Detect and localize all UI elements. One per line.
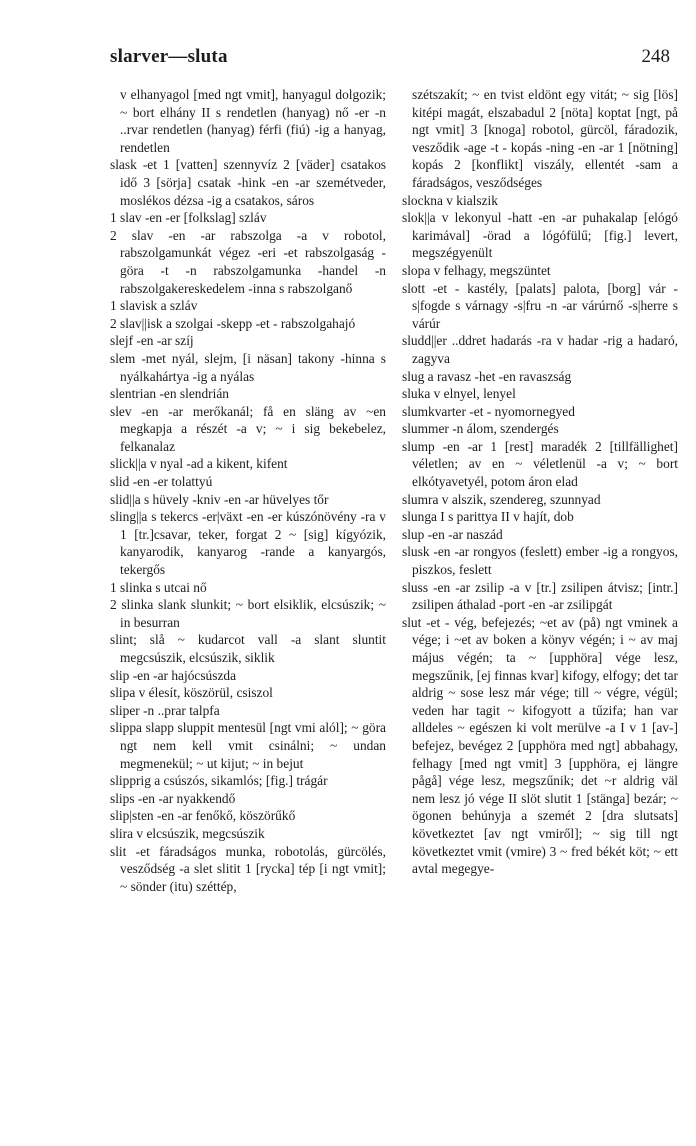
dictionary-entry: slummer -n álom, szendergés — [402, 421, 559, 437]
dictionary-entry: slumkvarter -et - nyomornegyed — [402, 403, 575, 419]
dictionary-entry: slentrian -en slendrián — [110, 386, 229, 402]
dictionary-entry: slok||a v lekonyul -hatt -en -ar puhakalap [elógó karimával] -örad a lógófülű; [fig.] levert, megszégyenült — [402, 210, 678, 261]
dictionary-entry: slunga I s parittya II v hajít, dob — [402, 509, 574, 525]
page-header — [110, 46, 670, 76]
dictionary-entry: sludd||er ..ddret hadarás -ra v hadar -rig a hadaró, zagyva — [402, 333, 678, 366]
dictionary-entry: slid||a s hüvely -kniv -en -ar hüvelyes tőr — [110, 491, 329, 507]
dictionary-entry: slusk -en -ar rongyos (feslett) ember -ig a rongyos, piszkos, feslett — [402, 544, 678, 578]
dictionary-entry: 1 slinka s utcai nő — [110, 579, 207, 595]
dictionary-entry: slip|sten -en -ar fenőkő, köszörűkő — [110, 808, 296, 824]
dictionary-entry: slott -et - kastély, [palats] palota, [borg] vár -s|fogde s várnagy -s|fru -n -ar várúrnő -s|herre s várúr — [402, 280, 678, 331]
dictionary-entry: slit -et fáradságos munka, robotolás, gürcölés, vesződség -a slet slitit 1 [rycka] tép [i ngt vmit]; ~ sönder (itu) széttép, — [110, 843, 386, 894]
dictionary-entry: 2 slav||isk a szolgai -skepp -et - rabszolgahajó — [110, 315, 356, 331]
dictionary-entry: slid -en -er tolattyú — [110, 474, 213, 490]
dictionary-entry: sling||a s tekercs -er|växt -en -er kúszónövény -ra v 1 [tr.]csavar, teker, forgat 2 ~ [sig] kígyózik, kanyarodik, kanyarog -rande a kanyargós, tekergős — [110, 509, 386, 578]
right-column — [402, 86, 678, 878]
dictionary-entry: 1 slavisk a szláv — [110, 298, 198, 314]
dictionary-entry: slug a ravasz -het -en ravaszság — [402, 368, 572, 384]
dictionary-entry: sluss -en -ar zsilip -a v [tr.] zsilipen átvisz; [intr.] zsilipen áthalad -port -en -ar zsilipgát — [402, 579, 678, 613]
left-column — [110, 86, 386, 895]
dictionary-entry: slippa slapp sluppit mentesül [ngt vmi alól]; ~ göra ngt nem kell vmit csinálni; ~ undan megmenekül; ~ ut kijut; ~ in bejut — [110, 720, 386, 771]
dictionary-entry: slick||a v nyal -ad a kikent, kifent — [110, 456, 288, 472]
dictionary-entry: slup -en -ar naszád — [402, 526, 503, 542]
dictionary-entry: sluka v elnyel, lenyel — [402, 386, 516, 402]
dictionary-entry: szétszakít; ~ en tvist eldönt egy vitát; ~ sig [lös] kitépi magát, elszabadul 2 [nöta] koptat [ngt, på ngt vmit] 3 [knoga] robotol, gürcöl, fáradozik, vesződik -age -t - kopás -ning -en -ar 1 [nötning] kopás 2 [konflikt] viszály, ellentét -sam a fáradságos, vesződséges — [412, 87, 678, 190]
page-number: 248 — [641, 46, 670, 67]
dictionary-entry: slask -et 1 [vatten] szennyvíz 2 [väder] csatakos idő 3 [sörja] csatak -hink -en -ar szemétveder, moslékos dézsa -ig a csatakos, sáros — [110, 157, 386, 208]
dictionary-entry: 2 slav -en -ar rabszolga -a v robotol, rabszolgamunkát végez -eri -et rabszolgaság -göra -t -n rabszolgamunka -handel -n rabszolgakereskedelem -inna s rabszolganő — [110, 227, 386, 296]
dictionary-entry: slump -en -ar 1 [rest] maradék 2 [tillfällighet] véletlen; av en ~ véletlenül -a v; ~ bort elkótyavetyél, potom áron elad — [402, 438, 678, 490]
dictionary-entry: 1 slav -en -er [folkslag] szláv — [110, 210, 267, 226]
dictionary-entry: slip -en -ar hajócsúszda — [110, 667, 237, 683]
dictionary-entry: 2 slinka slank slunkit; ~ bort elsiklik, elcsúszik; ~ in besurran — [110, 597, 386, 630]
dictionary-entry: slockna v kialszik — [402, 192, 498, 208]
dictionary-entry: slips -en -ar nyakkendő — [110, 790, 236, 806]
dictionary-entry: slev -en -ar merőkanál; få en släng av ~en megkapja a részét -a v; ~ i sig bekebelez, felkanalaz — [110, 403, 386, 454]
dictionary-entry: slem -met nyál, slejm, [i näsan] takony -hinna s nyálkahártya -ig a nyálas — [110, 350, 386, 384]
dictionary-entry: slira v elcsúszik, megcsúszik — [110, 825, 265, 841]
dictionary-entry: slopa v felhagy, megszüntet — [402, 262, 551, 278]
dictionary-entry: slipa v élesít, köszörül, csiszol — [110, 685, 273, 701]
dictionary-entry: v elhanyagol [med ngt vmit], hanyagul dolgozik; ~ bort elhány II s rendetlen (hanyag) nő -er -n ..rvar rendetlen (hanyag) férfi (fiú) -ig a hanyag, rendetlen — [120, 87, 386, 155]
dictionary-entry: slut -et - vég, befejezés; ~et av (på) ngt vminek a vége; i ~et av boken a könyv végén; i ~ av maj május végén; ta ~ [upphöra] vége lesz, megszűnik, [ej finnas kvar] kifogy, elfogy; det tar aldrig ~ sose lesz már vége; till ~ végre, végül; veden har tagit ~ kifogyott a tűzifa; han var alldeles ~ egészen ki volt merülve -a I v 1 [av-] befejez, bevégez 2 [upphöra med ngt] abbahagy, felhagy [med ngt vmit] 3 [upphöra, ej längre pågå] vége lesz, megszűnik; det ~r aldrig väl nem lesz jó vége II slöt slutit 1 [stänga] bezár; ~ ögonen behúnyja a szemét 2 [dra slutsats] következtet [av ngt vmiről]; ~ sig till ngt következtet vmit (vmire) 3 ~ fred békét köt; ~ ett avtal megegye- — [402, 614, 678, 877]
dictionary-entry: slejf -en -ar szíj — [110, 333, 194, 349]
dictionary-entry: slint; slå ~ kudarcot vall -a slant sluntit megcsúszik, elcsúszik, siklik — [110, 632, 386, 665]
dictionary-entry: slumra v alszik, szendereg, szunnyad — [402, 491, 601, 507]
running-head: slarver—sluta — [110, 46, 228, 67]
dictionary-entry: sliper -n ..prar talpfa — [110, 702, 220, 718]
dictionary-entry: slipprig a csúszós, sikamlós; [fig.] trágár — [110, 773, 328, 789]
